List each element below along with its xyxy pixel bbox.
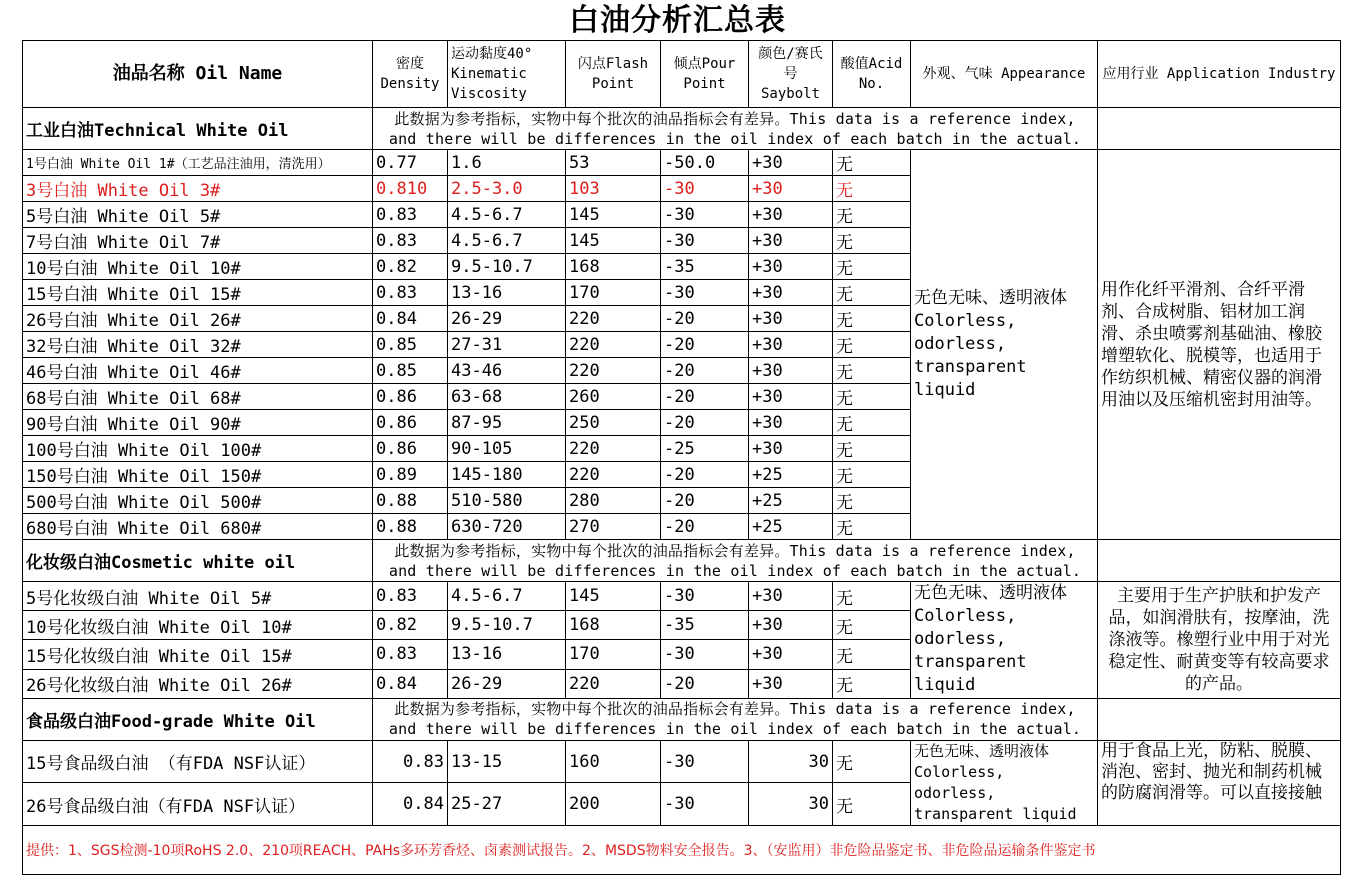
pour-point-cell: -20 — [661, 514, 749, 540]
acid-no-cell: 无 — [833, 669, 911, 698]
pour-point-cell: -30 — [661, 582, 749, 611]
viscosity-cell: 4.5-6.7 — [448, 228, 566, 254]
flash-point-cell: 220 — [566, 669, 661, 698]
header-density: 密度 Density — [373, 41, 448, 108]
pour-point-cell: -35 — [661, 254, 749, 280]
pour-point-cell: -50.0 — [661, 150, 749, 176]
section-blank-cell — [1098, 108, 1341, 150]
flash-point-cell: 220 — [566, 306, 661, 332]
density-cell: 0.83 — [373, 582, 448, 611]
acid-no-cell: 无 — [833, 306, 911, 332]
oil-name-cell: 26号化妆级白油 White Oil 26# — [23, 669, 373, 698]
flash-point-cell: 145 — [566, 582, 661, 611]
density-cell: 0.83 — [373, 280, 448, 306]
header-appearance: 外观、气味 Appearance — [911, 41, 1098, 108]
section-label: 食品级白油Food-grade White Oil — [23, 698, 373, 740]
oil-name-cell: 90号白油 White Oil 90# — [23, 410, 373, 436]
viscosity-cell: 630-720 — [448, 514, 566, 540]
flash-point-cell: 160 — [566, 740, 661, 783]
pour-point-cell: -30 — [661, 176, 749, 202]
density-cell: 0.83 — [373, 202, 448, 228]
oil-name-cell: 1号白油 White Oil 1#（工艺品注油用，清洗用） — [23, 150, 373, 176]
flash-point-cell: 220 — [566, 358, 661, 384]
color-saybolt-cell: +30 — [749, 358, 833, 384]
acid-no-cell: 无 — [833, 640, 911, 669]
flash-point-cell: 103 — [566, 176, 661, 202]
acid-no-cell: 无 — [833, 783, 911, 826]
flash-point-cell: 168 — [566, 254, 661, 280]
header-color-saybolt: 颜色/赛氏号 Saybolt — [749, 41, 833, 108]
pour-point-cell: -25 — [661, 436, 749, 462]
pour-point-cell: -20 — [661, 358, 749, 384]
flash-point-cell: 145 — [566, 228, 661, 254]
section-label: 工业白油Technical White Oil — [23, 108, 373, 150]
color-saybolt-cell: +30 — [749, 202, 833, 228]
acid-no-cell: 无 — [833, 332, 911, 358]
viscosity-cell: 510-580 — [448, 488, 566, 514]
section-row-food — [23, 698, 1341, 740]
pour-point-cell: -30 — [661, 202, 749, 228]
section-row-cosmetic — [23, 540, 1341, 582]
viscosity-cell: 145-180 — [448, 462, 566, 488]
oil-name-cell: 680号白油 White Oil 680# — [23, 514, 373, 540]
density-cell: 0.83 — [373, 640, 448, 669]
viscosity-cell: 43-46 — [448, 358, 566, 384]
acid-no-cell: 无 — [833, 410, 911, 436]
color-saybolt-cell: +30 — [749, 582, 833, 611]
appearance-en: Colorless, odorless, transparent liquid — [914, 606, 1027, 696]
density-cell: 0.810 — [373, 176, 448, 202]
oil-name-cell: 46号白油 White Oil 46# — [23, 358, 373, 384]
pour-point-cell: -30 — [661, 228, 749, 254]
color-saybolt-cell: +30 — [749, 306, 833, 332]
viscosity-cell: 87-95 — [448, 410, 566, 436]
acid-no-cell: 无 — [833, 202, 911, 228]
color-saybolt-cell: 30 — [749, 740, 833, 783]
viscosity-cell: 4.5-6.7 — [448, 582, 566, 611]
viscosity-cell: 27-31 — [448, 332, 566, 358]
density-cell: 0.84 — [373, 669, 448, 698]
oil-name-cell: 15号食品级白油 （有FDA NSF认证） — [23, 740, 373, 783]
color-saybolt-cell: +30 — [749, 254, 833, 280]
appearance-cn: 无色无味、透明液体 — [914, 741, 1050, 760]
oil-name-cell: 15号化妆级白油 White Oil 15# — [23, 640, 373, 669]
viscosity-cell: 25-27 — [448, 783, 566, 826]
oil-name-cell: 3号白油 White Oil 3# — [23, 176, 373, 202]
acid-no-cell: 无 — [833, 176, 911, 202]
section-label: 化妆级白油Cosmetic white oil — [23, 540, 373, 582]
header-acid-no: 酸值Acid No. — [833, 41, 911, 108]
acid-no-cell: 无 — [833, 436, 911, 462]
header-pour-point: 倾点Pour Point — [661, 41, 749, 108]
color-saybolt-cell: +30 — [749, 410, 833, 436]
density-cell: 0.86 — [373, 410, 448, 436]
application-cell: 主要用于生产护肤和护发产品，如润滑肤有，按摩油，洗涤液等。橡塑行业中用于对光稳定性、耐黄变等有较高要求的产品。 — [1098, 582, 1341, 699]
oil-name-cell: 5号白油 White Oil 5# — [23, 202, 373, 228]
density-cell: 0.86 — [373, 436, 448, 462]
table-row — [23, 582, 1341, 611]
pour-point-cell: -30 — [661, 280, 749, 306]
color-saybolt-cell: +30 — [749, 150, 833, 176]
header-application: 应用行业 Application Industry — [1098, 41, 1341, 108]
density-cell: 0.84 — [373, 783, 448, 826]
header-flash-point: 闪点Flash Point — [566, 41, 661, 108]
viscosity-cell: 1.6 — [448, 150, 566, 176]
density-cell: 0.86 — [373, 384, 448, 410]
flash-point-cell: 220 — [566, 462, 661, 488]
density-cell: 0.85 — [373, 358, 448, 384]
oil-name-cell: 10号化妆级白油 White Oil 10# — [23, 611, 373, 640]
acid-no-cell: 无 — [833, 150, 911, 176]
reference-note: 此数据为参考指标，实物中每个批次的油品指标会有差异。This data is a reference index, and there will be differences in the oil index of each batch in the actual. — [373, 108, 1098, 150]
acid-no-cell: 无 — [833, 280, 911, 306]
acid-no-cell: 无 — [833, 358, 911, 384]
oil-name-cell: 68号白油 White Oil 68# — [23, 384, 373, 410]
acid-no-cell: 无 — [833, 488, 911, 514]
oil-name-cell: 500号白油 White Oil 500# — [23, 488, 373, 514]
viscosity-cell: 9.5-10.7 — [448, 254, 566, 280]
reference-note: 此数据为参考指标，实物中每个批次的油品指标会有差异。This data is a reference index, and there will be differences in the oil index of each batch in the actual. — [373, 540, 1098, 582]
pour-point-cell: -35 — [661, 611, 749, 640]
section-row-technical — [23, 108, 1341, 150]
flash-point-cell: 220 — [566, 332, 661, 358]
viscosity-cell: 26-29 — [448, 306, 566, 332]
pour-point-cell: -20 — [661, 488, 749, 514]
section-blank-cell — [1098, 698, 1341, 740]
flash-point-cell: 250 — [566, 410, 661, 436]
color-saybolt-cell: +30 — [749, 228, 833, 254]
color-saybolt-cell: +25 — [749, 514, 833, 540]
section-blank-cell — [1098, 540, 1341, 582]
table-body — [23, 41, 1341, 875]
pour-point-cell: -20 — [661, 306, 749, 332]
color-saybolt-cell: +30 — [749, 669, 833, 698]
table-row — [23, 150, 1341, 176]
pour-point-cell: -20 — [661, 462, 749, 488]
appearance-cell — [911, 150, 1098, 540]
color-saybolt-cell: +30 — [749, 280, 833, 306]
acid-no-cell: 无 — [833, 514, 911, 540]
appearance-cell — [911, 740, 1098, 825]
flash-point-cell: 200 — [566, 783, 661, 826]
density-cell: 0.88 — [373, 514, 448, 540]
oil-name-cell: 150号白油 White Oil 150# — [23, 462, 373, 488]
acid-no-cell: 无 — [833, 228, 911, 254]
pour-point-cell: -20 — [661, 669, 749, 698]
flash-point-cell: 280 — [566, 488, 661, 514]
color-saybolt-cell: +30 — [749, 332, 833, 358]
color-saybolt-cell: +25 — [749, 488, 833, 514]
viscosity-cell: 13-15 — [448, 740, 566, 783]
pour-point-cell: -20 — [661, 332, 749, 358]
acid-no-cell: 无 — [833, 384, 911, 410]
oil-name-cell: 32号白油 White Oil 32# — [23, 332, 373, 358]
page-title: 白油分析汇总表 — [569, 3, 786, 38]
density-cell: 0.84 — [373, 306, 448, 332]
acid-no-cell: 无 — [833, 611, 911, 640]
application-cell: 用于食品上光，防粘、脱膜、消泡、密封、抛光和制药机械的防腐润滑等。可以直接接触 — [1098, 740, 1341, 825]
acid-no-cell: 无 — [833, 740, 911, 783]
appearance-cn: 无色无味、透明液体 — [914, 583, 1067, 604]
viscosity-cell: 13-16 — [448, 280, 566, 306]
viscosity-cell: 4.5-6.7 — [448, 202, 566, 228]
color-saybolt-cell: +30 — [749, 176, 833, 202]
oil-name-cell: 100号白油 White Oil 100# — [23, 436, 373, 462]
table-row — [23, 740, 1341, 783]
application-cell: 用作化纤平滑剂、合纤平滑剂、合成树脂、铝材加工润滑、杀虫喷雾剂基础油、橡胶增塑软化、脱模等，也适用于作纺织机械、精密仪器的润滑用油以及压缩机密封用油等。 — [1098, 150, 1341, 540]
appearance-cell — [911, 582, 1098, 699]
viscosity-cell: 63-68 — [448, 384, 566, 410]
viscosity-cell: 2.5-3.0 — [448, 176, 566, 202]
flash-point-cell: 53 — [566, 150, 661, 176]
header-viscosity: 运动黏度40° Kinematic Viscosity — [448, 41, 566, 108]
flash-point-cell: 170 — [566, 640, 661, 669]
viscosity-cell: 13-16 — [448, 640, 566, 669]
flash-point-cell: 260 — [566, 384, 661, 410]
oil-name-cell: 5号化妆级白油 White Oil 5# — [23, 582, 373, 611]
footer-note: 提供：1、SGS检测-10项RoHS 2.0、210项REACH、PAHs多环芳香烃、卤素测试报告。2、MSDS物料安全报告。3、（安监用）非危险品鉴定书、非危险品运输条件鉴定书 — [23, 825, 1341, 874]
reference-note: 此数据为参考指标，实物中每个批次的油品指标会有差异。This data is a reference index, and there will be differences in the oil index of each batch in the actual. — [373, 698, 1098, 740]
density-cell: 0.88 — [373, 488, 448, 514]
header-oil-name: 油品名称 Oil Name — [23, 41, 373, 108]
footer-row — [23, 825, 1341, 874]
color-saybolt-cell: +25 — [749, 462, 833, 488]
flash-point-cell: 145 — [566, 202, 661, 228]
color-saybolt-cell: +30 — [749, 640, 833, 669]
appearance-cn: 无色无味、透明液体 — [914, 288, 1067, 308]
acid-no-cell: 无 — [833, 582, 911, 611]
color-saybolt-cell: +30 — [749, 436, 833, 462]
header-row — [23, 41, 1341, 108]
density-cell: 0.83 — [373, 740, 448, 783]
oil-name-cell: 26号白油 White Oil 26# — [23, 306, 373, 332]
pour-point-cell: -30 — [661, 740, 749, 783]
acid-no-cell: 无 — [833, 254, 911, 280]
pour-point-cell: -20 — [661, 384, 749, 410]
oil-name-cell: 10号白油 White Oil 10# — [23, 254, 373, 280]
appearance-en: Colorless, odorless, transparent liquid — [914, 762, 1077, 823]
pour-point-cell: -30 — [661, 640, 749, 669]
flash-point-cell: 270 — [566, 514, 661, 540]
density-cell: 0.83 — [373, 228, 448, 254]
flash-point-cell: 220 — [566, 436, 661, 462]
oil-name-cell: 26号食品级白油（有FDA NSF认证） — [23, 783, 373, 826]
color-saybolt-cell: +30 — [749, 384, 833, 410]
oil-name-cell: 15号白油 White Oil 15# — [23, 280, 373, 306]
appearance-en: Colorless, odorless, transparent liquid — [914, 311, 1027, 400]
color-saybolt-cell: 30 — [749, 783, 833, 826]
density-cell: 0.82 — [373, 254, 448, 280]
density-cell: 0.89 — [373, 462, 448, 488]
viscosity-cell: 9.5-10.7 — [448, 611, 566, 640]
acid-no-cell: 无 — [833, 462, 911, 488]
oil-name-cell: 7号白油 White Oil 7# — [23, 228, 373, 254]
color-saybolt-cell: +30 — [749, 611, 833, 640]
density-cell: 0.82 — [373, 611, 448, 640]
pour-point-cell: -20 — [661, 410, 749, 436]
density-cell: 0.85 — [373, 332, 448, 358]
white-oil-table — [22, 40, 1341, 875]
flash-point-cell: 168 — [566, 611, 661, 640]
flash-point-cell: 170 — [566, 280, 661, 306]
viscosity-cell: 26-29 — [448, 669, 566, 698]
pour-point-cell: -30 — [661, 783, 749, 826]
density-cell: 0.77 — [373, 150, 448, 176]
viscosity-cell: 90-105 — [448, 436, 566, 462]
